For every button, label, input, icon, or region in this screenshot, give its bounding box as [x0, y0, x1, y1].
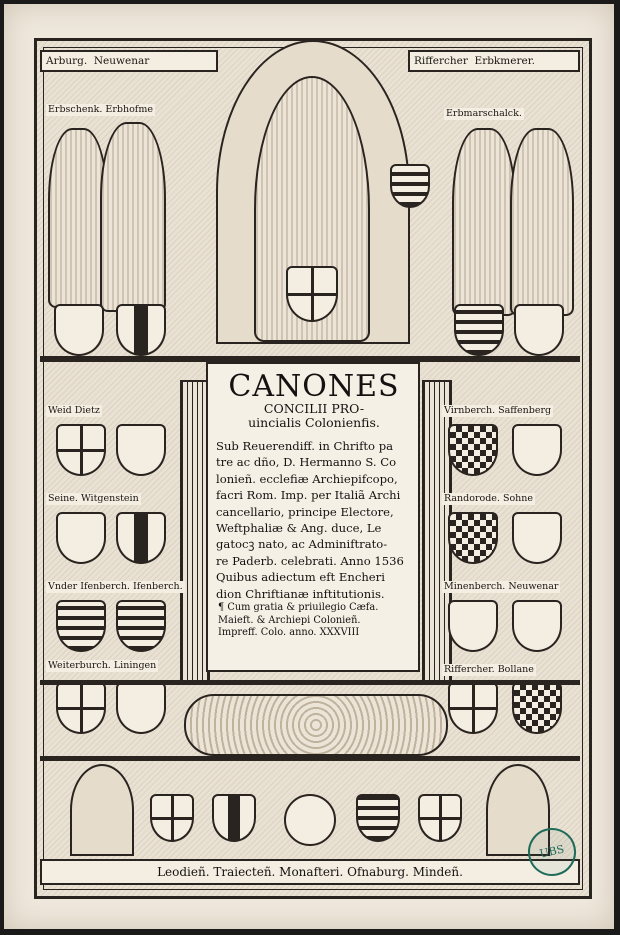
addition-line: dion Chriftianæ inftitutionis. — [216, 586, 385, 601]
label-weid-dietz: Weid Dietz — [48, 405, 100, 416]
left-knight-figure-2 — [100, 122, 166, 312]
coat-of-arms-erbhofmeister — [116, 304, 166, 356]
archbishop-coat-of-arms — [286, 266, 338, 322]
body-line: facri Rom. Imp. per Italiã Archi — [216, 488, 401, 503]
title-body — [216, 438, 412, 640]
coat-of-arms-erbschenk — [54, 304, 104, 356]
body-line: lonieñ. ecclefiæ Archiepifcopo, — [216, 471, 398, 486]
coat-of-arms-sohne — [512, 512, 562, 564]
subtitle-line-1: CONCILII PRO- — [263, 401, 365, 416]
coat-of-arms-liningen — [116, 682, 166, 734]
banner-neuwenar: Neuwenar — [93, 55, 150, 67]
right-knight-figure-2 — [510, 128, 574, 316]
left-peacock-niche — [70, 764, 134, 856]
label-weiterburch: Weiterburch. Liningen — [48, 660, 157, 671]
coat-of-arms-under-isenberch — [56, 600, 106, 652]
coat-of-arms-traiecten — [212, 794, 256, 842]
label-seine: Seine. Witgenstein — [48, 493, 139, 504]
label-virnberch: Virnberch. Saffenberg — [444, 405, 552, 416]
coat-of-arms-seine — [56, 512, 106, 564]
body-line: re Paderb. celebrati. Anno 1536 — [216, 553, 404, 568]
body-line: Sub Reuerendiff. in Chrifto pa — [216, 439, 394, 453]
top-right-banner — [408, 50, 580, 72]
body-line: cancellario, principe Electore, — [216, 504, 394, 519]
right-knight-figure-1 — [452, 128, 516, 316]
label-erbmarschalck: Erbmarschalck. — [446, 108, 522, 119]
coat-of-arms-weid — [56, 424, 106, 476]
title-panel — [206, 362, 420, 672]
coat-of-arms-leodien — [150, 794, 194, 842]
body-line: gatocꝫ nato, ac Adminiftrato- — [216, 537, 388, 552]
label-riffercher-bollane: Riffercher. Bollane — [444, 664, 534, 675]
wheel-emblem — [284, 794, 336, 846]
coat-of-arms-osnaburg — [356, 794, 400, 842]
coat-of-arms-erbmarschalck-2 — [514, 304, 564, 356]
coat-of-arms-bollane — [512, 682, 562, 734]
body-line: Weftphaliæ & Ang. duce, Le — [216, 521, 382, 536]
addition-line: Quibus adiectum eft Encheri — [216, 570, 385, 585]
book-page — [4, 4, 614, 929]
label-minenberch: Minenberch. Neuwenar — [444, 581, 559, 592]
coat-of-arms-small-right — [390, 164, 430, 208]
coat-of-arms-saffenberg — [512, 424, 562, 476]
lower-scroll-ornament — [184, 694, 448, 756]
subtitle-line-2: uincialis Colonienfis. — [248, 415, 380, 430]
body-line: tre ac dño, D. Hermanno S. Co — [216, 455, 397, 470]
banner-erbkmerer: Erbkmerer. — [474, 55, 535, 67]
coat-of-arms-erbmarschalck-1 — [454, 304, 504, 356]
banner-riffercher: Riffercher — [414, 55, 468, 67]
coat-of-arms-randorode — [448, 512, 498, 564]
bottom-dioceses-banner: Leodieñ. Traiecteñ. Monafteri. Ofnaburg. Mindeñ. — [40, 859, 580, 885]
coat-of-arms-weiterburch — [56, 682, 106, 734]
left-knight-figure-1 — [48, 128, 108, 308]
title-canones: CANONES — [228, 369, 400, 404]
privilege-line: Maieft. & Archiepi Colonieñ. — [218, 614, 361, 626]
imprint-line: Impreff. Colo. anno. XXXVIII — [218, 627, 360, 639]
lower-cornice-band — [40, 680, 580, 685]
coat-of-arms-dietz — [116, 424, 166, 476]
top-left-banner — [40, 50, 218, 72]
coat-of-arms-isenberch — [116, 600, 166, 652]
coat-of-arms-riffercher — [448, 682, 498, 734]
coat-of-arms-minden — [418, 794, 462, 842]
coat-of-arms-witgenstein — [116, 512, 166, 564]
coat-of-arms-neuwenar — [512, 600, 562, 652]
library-stamp: UBS — [524, 824, 581, 881]
coat-of-arms-minenberch — [448, 600, 498, 652]
banner-arburg: Arburg. — [46, 55, 88, 67]
label-erbschenk: Erbschenk. Erbhofme — [48, 104, 153, 115]
privilege-line: ¶ Cum gratia & priuilegio Cæfa. — [218, 602, 379, 614]
label-randorode: Randorode. Sohne — [444, 493, 534, 504]
base-band — [40, 756, 580, 761]
coat-of-arms-virnberch — [448, 424, 498, 476]
label-isenberch: Vnder Ifenberch. Ifenberch. — [48, 581, 183, 592]
